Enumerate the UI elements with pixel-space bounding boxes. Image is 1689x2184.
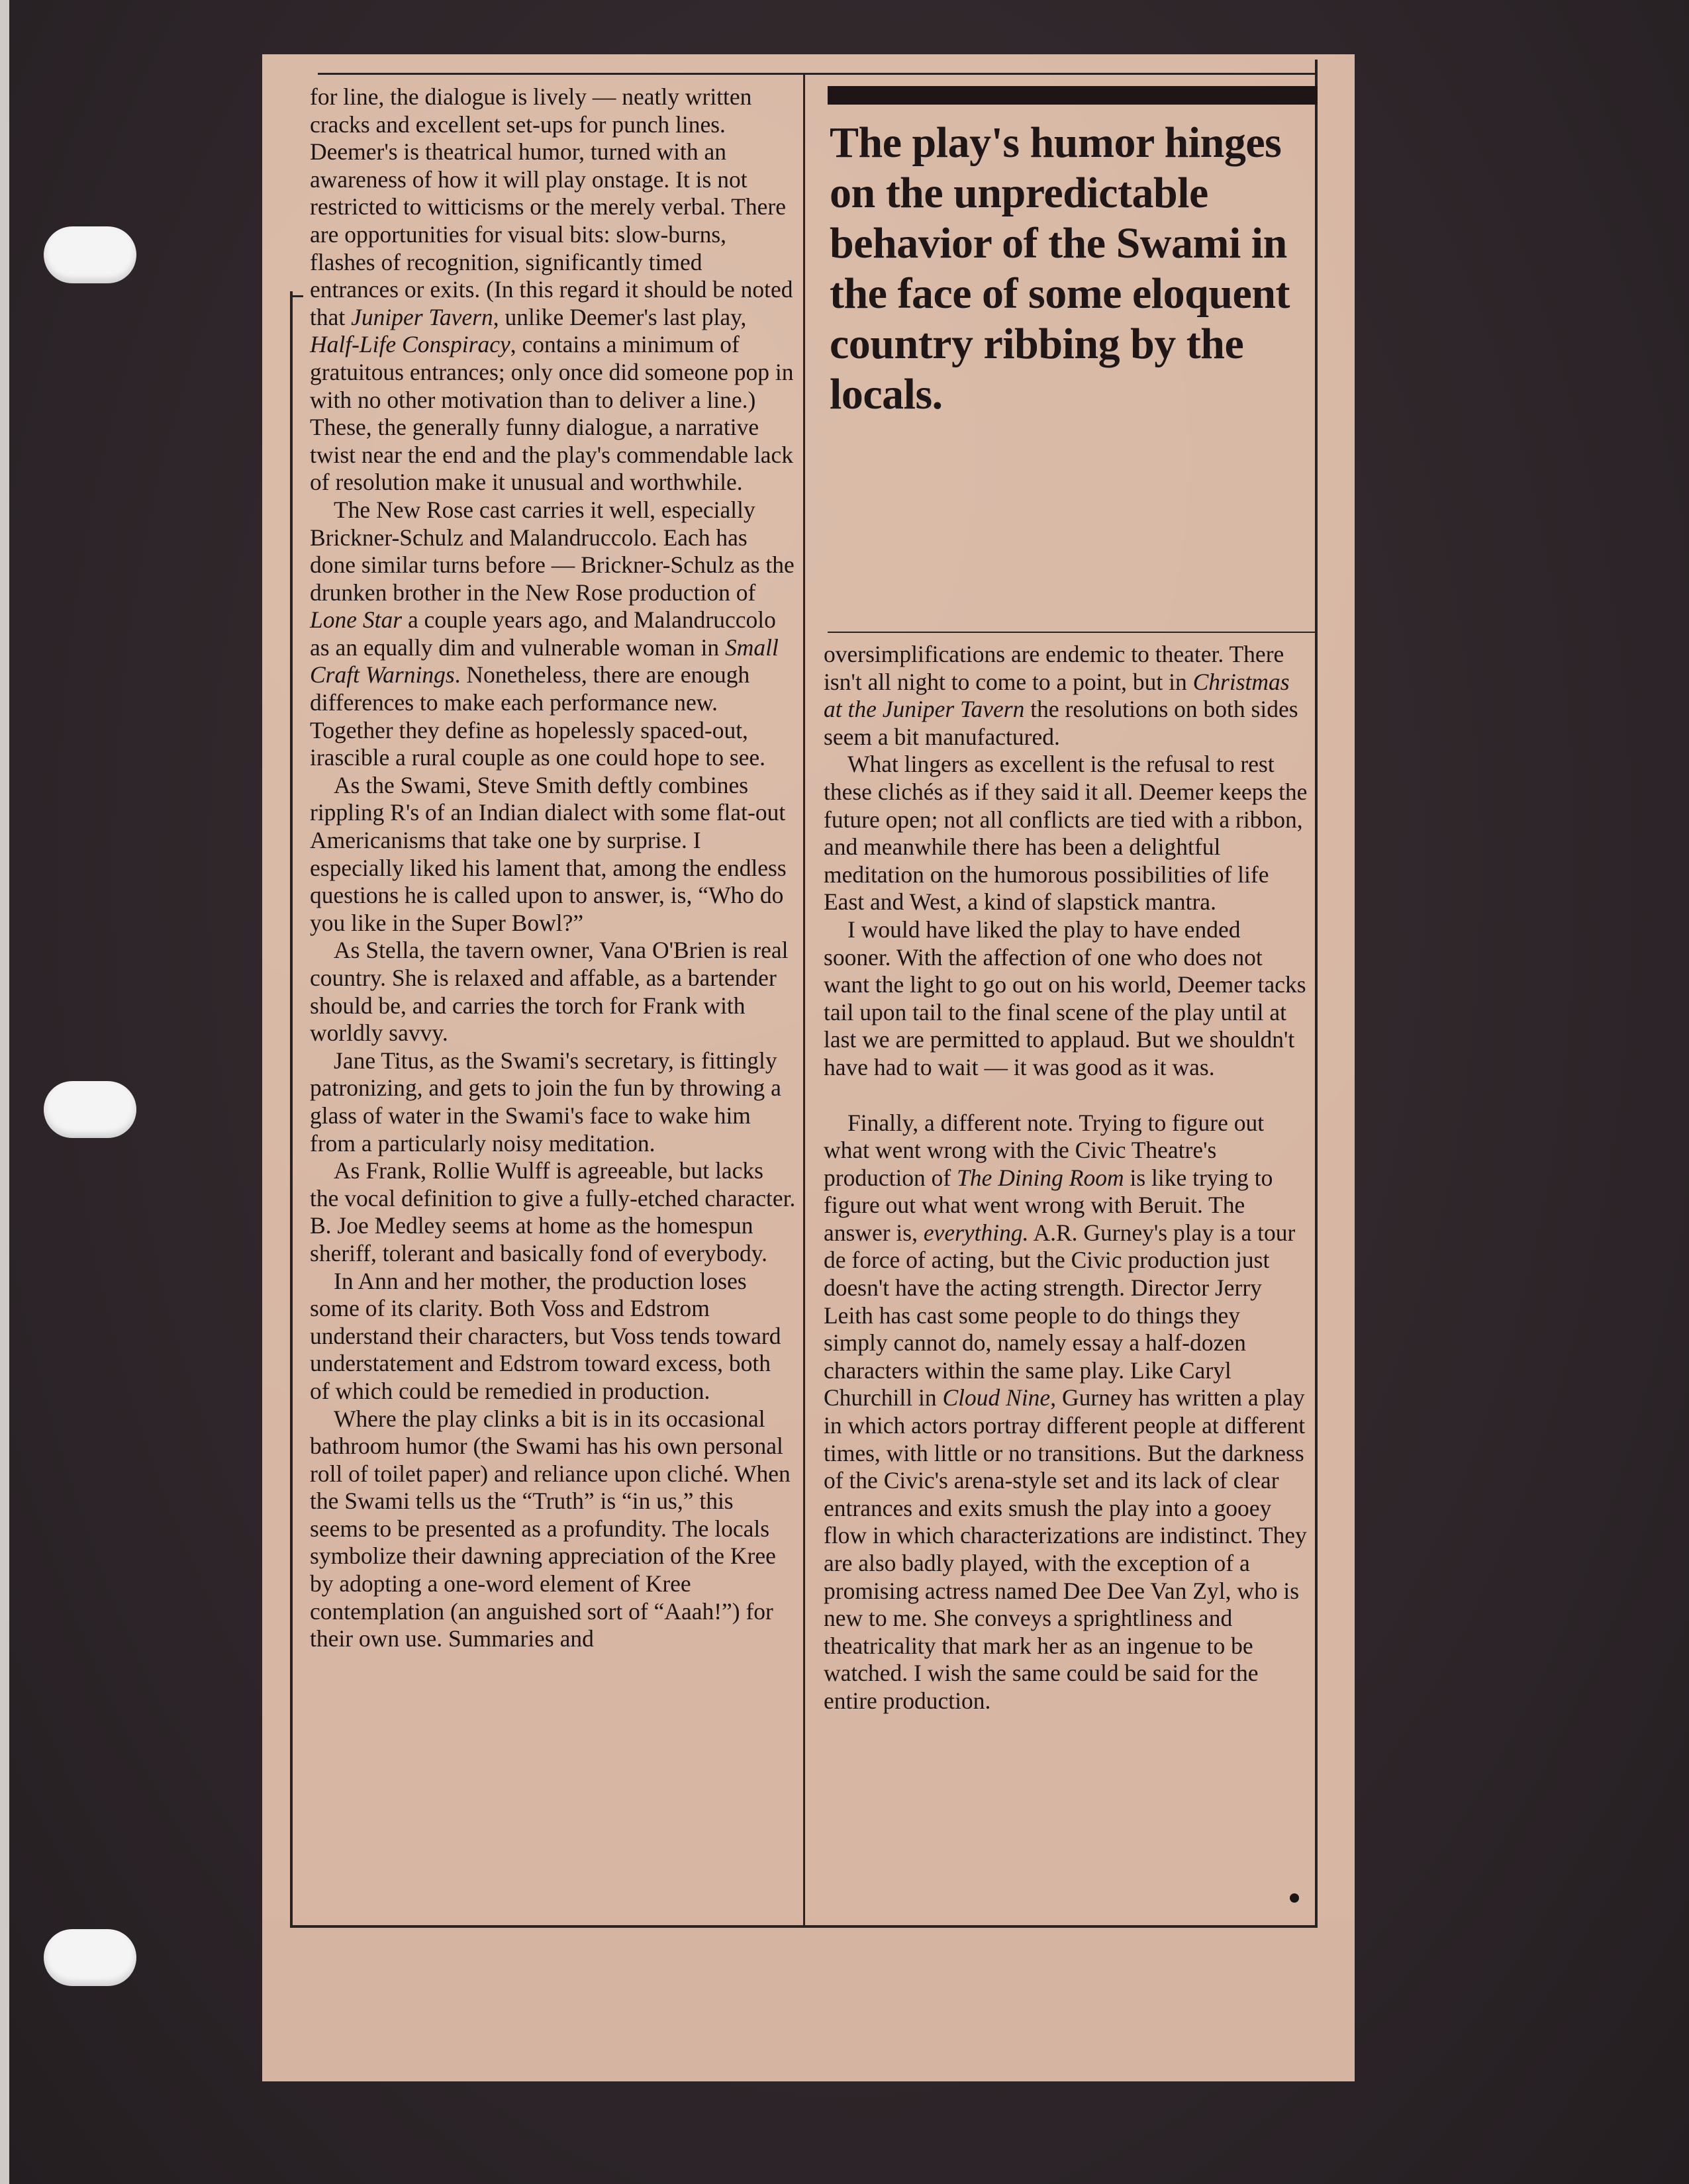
paragraph-text: I would have liked the play to have ended sooner. With the affection of one who does not want the light to go out on his world, Deemer tacks tail upon tail to the final scene of the play until at last we are permitted to applaud. But we shouldn't have had to wait — it was good as it was. — [824, 916, 1306, 1080]
paragraph-text: . Nonetheless, there are enough differences to make each performance new. Together they define as hopelessly spaced-out, irascible a rural couple as one could hope to see. — [310, 661, 766, 771]
article-paragraph — [310, 83, 796, 497]
paragraph-text: for line, the dialogue is lively — neatly written cracks and excellent set-ups for punch lines. Deemer's is theatrical humor, turned with an awareness of how it will play onstage. It is not restricted to witticisms or the merely verbal. There are opportunities for visual bits: slow-burns, flashes of recognition, significantly timed entrances or exits. (In this regard it should be noted that — [310, 83, 793, 330]
italic-title: Lone Star — [310, 606, 403, 634]
binder-hole-top — [44, 226, 136, 283]
italic-title: The Dining Room — [957, 1164, 1124, 1191]
article-right-column — [824, 641, 1310, 1715]
paragraph-text: As Stella, the tavern owner, Vana O'Brien is real country. She is relaxed and affable, as a bartender should be, and carries the torch for Frank with worldly savvy. — [310, 937, 789, 1047]
frame-left-rule — [290, 291, 293, 1926]
binder-edge — [0, 0, 9, 2184]
paragraph-text: What lingers as excellent is the refusal to rest these clichés as if they said it all. Deemer keeps the future open; not all conflicts are tied with a ribbon, and meanwhile there has been a delightful meditation on the humorous possibilities of life East and West, a kind of slapstick mantra. — [824, 751, 1308, 916]
end-mark — [1290, 1893, 1299, 1903]
paragraph-text: , contains a minimum of gratuitous entrances; only once did someone pop in with no other motivation than to deliver a line.) These, the generally funny dialogue, a narrative twist near the end and the play's commendable lack of resolution make it unusual and worthwhile. — [310, 331, 794, 496]
article-paragraph — [824, 641, 1310, 751]
paragraph-text: In Ann and her mother, the production loses some of its clarity. Both Voss and Edstrom understand their characters, but Voss tends toward understatement and Edstrom toward excess, both of which could be remedied in production. — [310, 1267, 781, 1404]
frame-tick — [290, 295, 303, 297]
paragraph-text: The New Rose cast carries it well, especially Brickner-Schulz and Malandruccolo. Each has done similar turns before — Brickner-Schulz as the drunken brother in the New Rose production of — [310, 496, 795, 606]
paragraph-text: oversimplifications are endemic to theater. There isn't all night to come to a point, but in — [824, 641, 1284, 695]
italic-title: Half-Life Conspiracy — [310, 331, 510, 358]
pull-quote-bar — [828, 86, 1318, 105]
article-paragraph — [310, 937, 796, 1047]
article-paragraph — [824, 1110, 1310, 1715]
column-divider — [803, 73, 805, 1926]
pull-quote-rule — [828, 632, 1315, 633]
paragraph-text: Jane Titus, as the Swami's secretary, is fittingly patronizing, and gets to join the fun by throwing a glass of water in the Swami's face to wake him from a particularly noisy meditation. — [310, 1047, 781, 1157]
article-paragraph — [310, 1268, 796, 1405]
paragraph-text: A.R. Gurney's play is a tour de force of acting, but the Civic production just doesn't have the acting strength. Director Jerry Leith has cast some people to do things they simply cannot do, namely essay a half-dozen characters within the same play. Like Caryl Churchill in — [824, 1219, 1296, 1411]
article-paragraph — [310, 1047, 796, 1157]
paragraph-text: is like trying to figure out what went wrong with Beruit. The answer is, — [824, 1164, 1273, 1246]
italic-title: everything. — [923, 1219, 1029, 1246]
article-left-column — [310, 83, 796, 1653]
paragraph-text: As Frank, Rollie Wulff is agreeable, but lacks the vocal definition to give a fully-etched character. B. Joe Medley seems at home as the homespun sheriff, tolerant and basically fond of everybody. — [310, 1157, 796, 1266]
article-paragraph — [310, 772, 796, 937]
frame-top-rule — [318, 73, 1318, 75]
article-paragraph — [824, 751, 1310, 916]
italic-title: Christmas at the Juniper Tavern — [824, 668, 1290, 723]
binder-hole-bottom — [44, 1929, 136, 1986]
paragraph-text: Finally, a different note. Trying to figure out what went wrong with the Civic Theatre's production of — [824, 1109, 1265, 1191]
italic-title: Cloud Nine — [942, 1384, 1051, 1411]
paragraph-text: the resolutions on both sides seem a bit manufactured. — [824, 696, 1298, 750]
article-paragraph — [310, 1405, 796, 1653]
article-paragraph — [310, 497, 796, 772]
italic-title: Juniper Tavern — [351, 303, 493, 330]
binder-hole-middle — [44, 1081, 136, 1138]
paragraph-text: Where the play clinks a bit is in its occasional bathroom humor (the Swami has his own personal roll of toilet paper) and reliance upon cliché. When the Swami tells us the “Truth” is “in us,” this seems to be presented as a profundity. The locals symbolize their dawning appreciation of the Kree by adopting a one-word element of Kree contemplation (an anguished sort of “Aaah!”) for their own use. Summaries and — [310, 1405, 791, 1652]
clipping-lower-margin — [262, 1920, 1355, 2081]
pull-quote: The play's humor hinges on the unpredictable behavior of the Swami in the face of some eloquent country ribbing by the locals. — [830, 119, 1290, 418]
paragraph-text: , unlike Deemer's last play, — [493, 303, 747, 330]
article-paragraph — [824, 916, 1310, 1082]
paragraph-text: As the Swami, Steve Smith deftly combines rippling R's of an Indian dialect with some flat-out Americanisms that take one by surprise. I especially liked his lament that, among the endless questions he is called upon to answer, is, “Who do you like in the Super Bowl?” — [310, 771, 787, 936]
article-paragraph — [310, 1157, 796, 1267]
paragraph-text: , Gurney has written a play in which actors portray different people at different times, with little or no transitions. But the darkness of the Civic's arena-style set and its lack of clear entrances and exits smush the play into a gooey flow in which characterizations are indistinct. They are also badly played, with the exception of a promising actress named Dee Dee Van Zyl, who is new to me. She conveys a sprightliness and theatricality that mark her as an ingenue to be watched. I wish the same could be said for the entire production. — [824, 1384, 1307, 1714]
italic-title: Small Craft Warnings — [310, 634, 779, 688]
paragraph-text: a couple years ago, and Malandruccolo as an equally dim and vulnerable woman in — [310, 606, 776, 661]
